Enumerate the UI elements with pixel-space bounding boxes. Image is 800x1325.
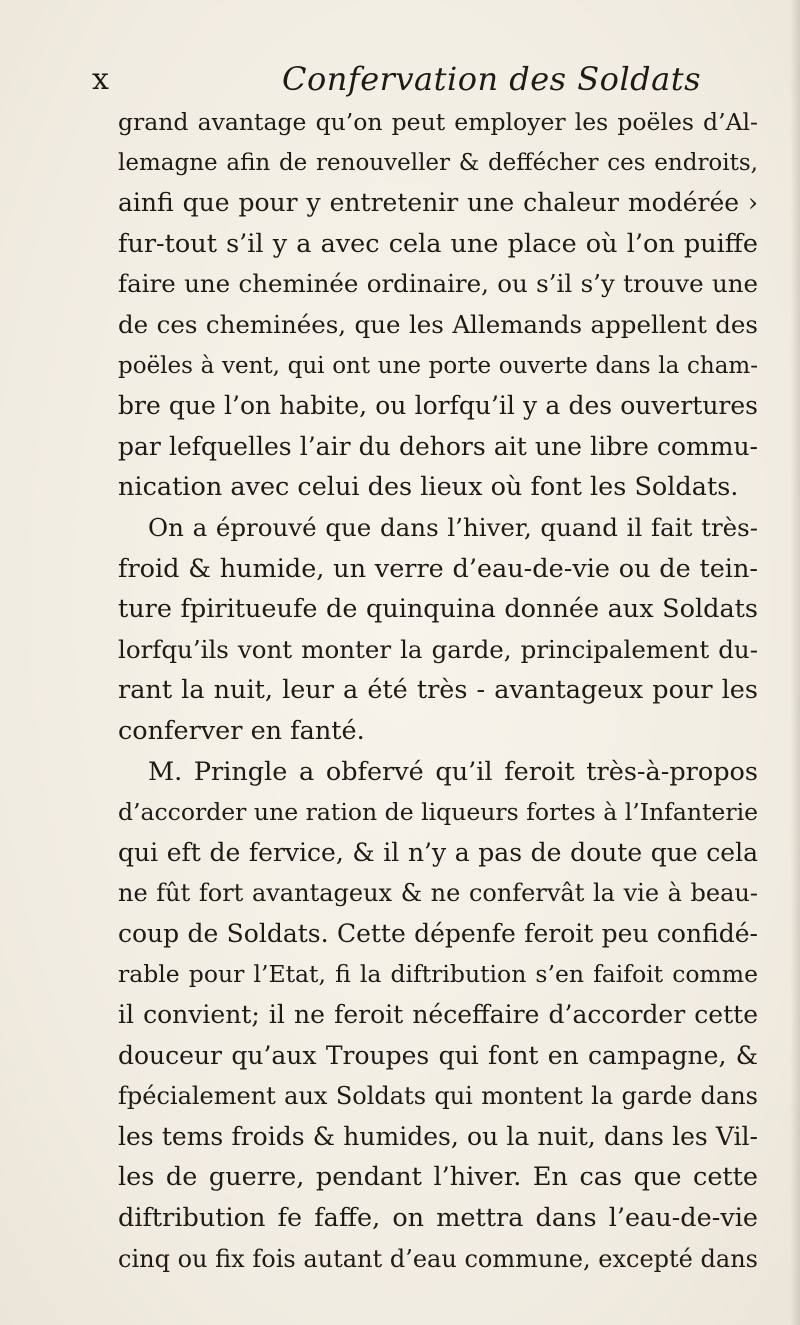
text-line: ne fût fort avantageux & ne confervât la vie à beau- <box>118 879 758 908</box>
body-text <box>118 102 758 1279</box>
text-line: fpécialement aux Soldats qui montent la garde dans <box>118 1082 758 1111</box>
text-line: qui eft de fervice, & il n’y a pas de doute que cela <box>118 837 758 867</box>
text-line: poëles à vent, qui ont une porte ouverte dans la cham- <box>118 352 758 379</box>
text-line: conferver en fanté. <box>118 715 365 746</box>
text-line: faire une cheminée ordinaire, ou s’il s’y trouve une <box>118 269 758 299</box>
paragraph-start: On a éprouvé que dans l’hiver, quand il fait très- <box>148 512 758 542</box>
text-line: nication avec celui des lieux où font les Soldats. <box>118 472 739 503</box>
text-line: lorfqu’ils vont monter la garde, principalement du- <box>118 634 758 664</box>
text-line: diftribution fe faffe, on mettra dans l’eau-de-vie <box>118 1203 758 1234</box>
text-line: grand avantage qu’on peut employer les poëles d’Al- <box>118 108 758 136</box>
text-line: de ces cheminées, que les Allemands appellent des <box>118 309 758 339</box>
text-line: ainfi que pour y entretenir une chaleur modérée › <box>118 188 758 218</box>
page-edge-shadow <box>790 0 800 1325</box>
text-line: bre que l’on habite, ou lorfqu’il y a des ouvertures <box>118 391 758 421</box>
text-line: froid & humide, un verre d’eau-de-vie ou de tein- <box>118 553 758 584</box>
text-line: lemagne afin de renouveller & deffécher ces endroits, <box>118 149 758 176</box>
folio-number: x <box>92 62 110 97</box>
text-line: les tems froids & humides, ou la nuit, dans les Vil- <box>118 1121 758 1151</box>
text-line: rable pour l’Etat, fi la diftribution s’en faifoit comme <box>118 960 758 989</box>
text-line: rant la nuit, leur a été très - avantageux pour les <box>118 675 758 706</box>
text-line: fur-tout s’il y a avec cela une place où l’on puiffe <box>118 228 758 259</box>
text-line: cinq ou fix fois autant d’eau commune, excepté dans <box>118 1244 758 1273</box>
paragraph-start: M. Pringle a obfervé qu’il feroit très-à-propos <box>148 756 758 787</box>
text-line: douceur qu’aux Troupes qui font en campagne, & <box>118 1040 758 1070</box>
text-line: coup de Soldats. Cette dépenfe feroit peu confidé- <box>118 918 758 948</box>
text-line: d’accorder une ration de liqueurs fortes à l’Infanterie <box>118 798 758 827</box>
text-line: ture fpiritueufe de quinquina donnée aux Soldats <box>118 594 758 625</box>
running-title: Confervation des Soldats <box>282 60 702 98</box>
text-line: il convient; il ne feroit néceffaire d’accorder cette <box>118 1000 758 1030</box>
text-line: par lefquelles l’air du dehors ait une libre commu- <box>118 431 758 461</box>
text-line: les de guerre, pendant l’hiver. En cas que cette <box>118 1162 758 1193</box>
